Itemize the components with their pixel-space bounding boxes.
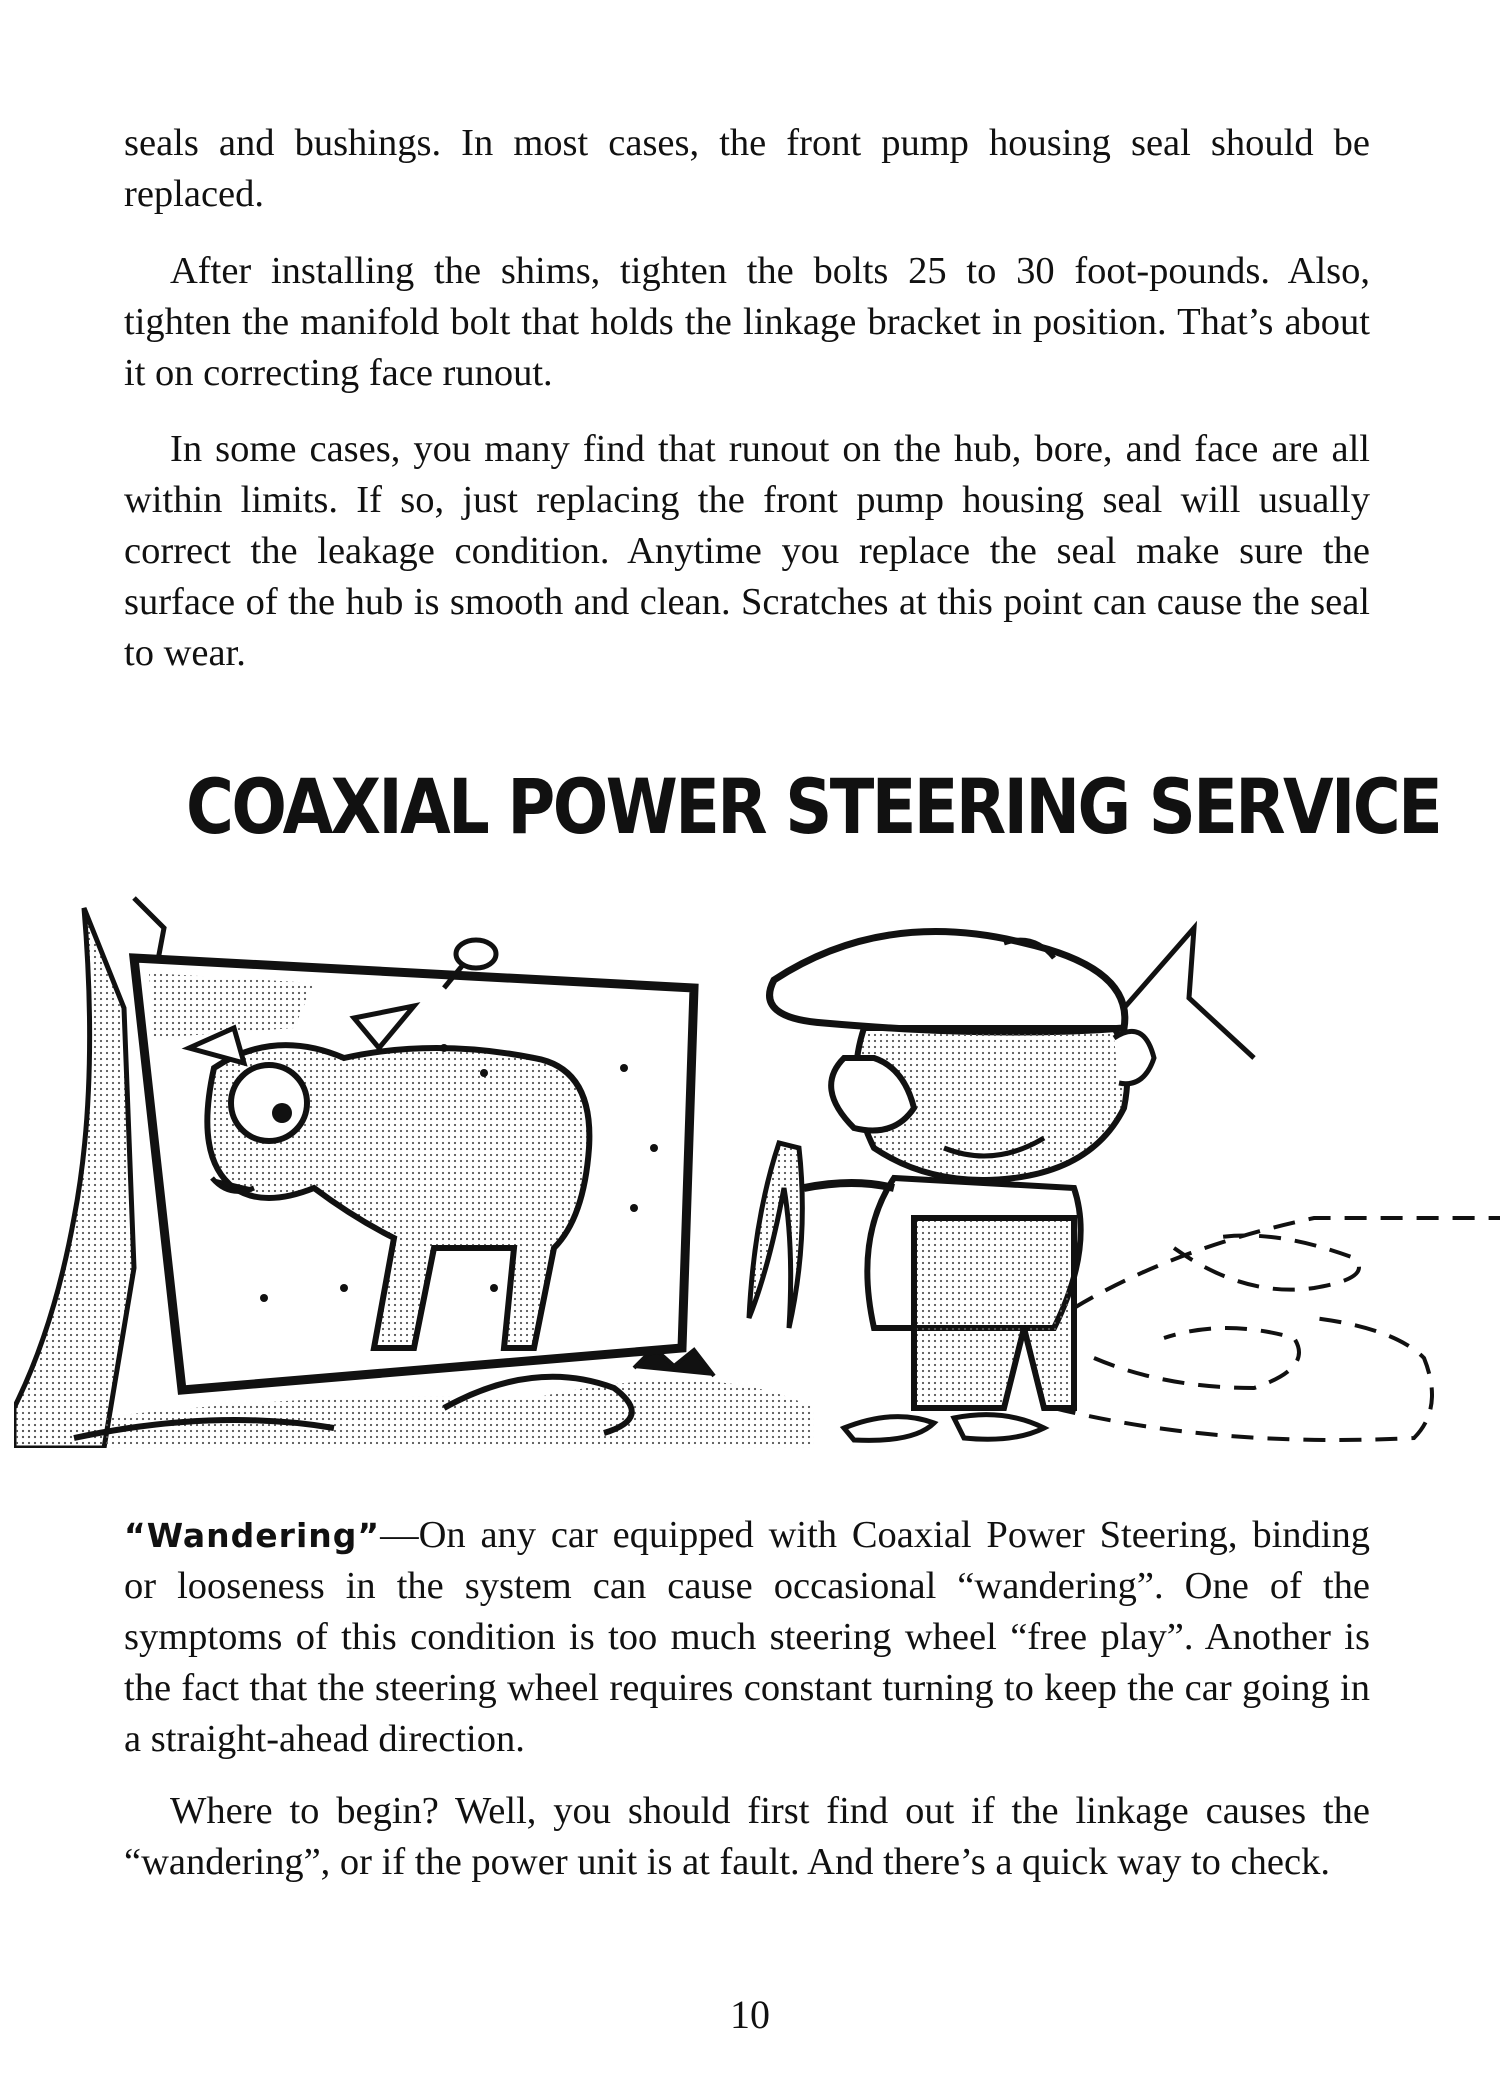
- paragraph-4-text: —On any car equipped with Coaxial Power Steering, binding or looseness in the system can cause occasional “wandering”. One of the symptoms of this condition is too much steering wheel “free play”. Another is the fact that the steering wheel requires constant turning to keep the car going in a straight-ahead direction.: [124, 1514, 1370, 1760]
- page-number: 10: [730, 1992, 770, 2037]
- section-heading: COAXIAL POWER STEERING SERVICE: [186, 762, 1441, 851]
- donkey-tail: [749, 1143, 802, 1328]
- dashed-path: [1054, 1218, 1500, 1440]
- cartoon-illustration: [14, 888, 1500, 1448]
- donkey-poster: [134, 958, 694, 1390]
- lead-term: “Wandering”: [124, 1516, 381, 1555]
- blindfolded-boy: [770, 928, 1254, 1440]
- paragraph-2: After installing the shims, tighten the bolts 25 to 30 foot-pounds. Also, tighten the manifold bolt that holds the linkage bracket in position. That’s about it on correcting face runout.: [124, 250, 1370, 394]
- paragraph-4: [124, 1510, 1370, 1765]
- paragraph-1: seals and bushings. In most cases, the front pump housing seal should be replaced.: [124, 122, 1370, 215]
- paragraph-3: In some cases, you many find that runout on the hub, bore, and face are all within limits. If so, just replacing the front pump housing seal will usually correct the leakage condition. Anytime you replace the seal make sure the surface of the hub is smooth and clean. Scratches at this point can cause the seal to wear.: [124, 428, 1370, 674]
- paragraph-5: Where to begin? Well, you should first find out if the linkage causes the “wandering”, or if the power unit is at fault. And there’s a quick way to check.: [124, 1790, 1370, 1883]
